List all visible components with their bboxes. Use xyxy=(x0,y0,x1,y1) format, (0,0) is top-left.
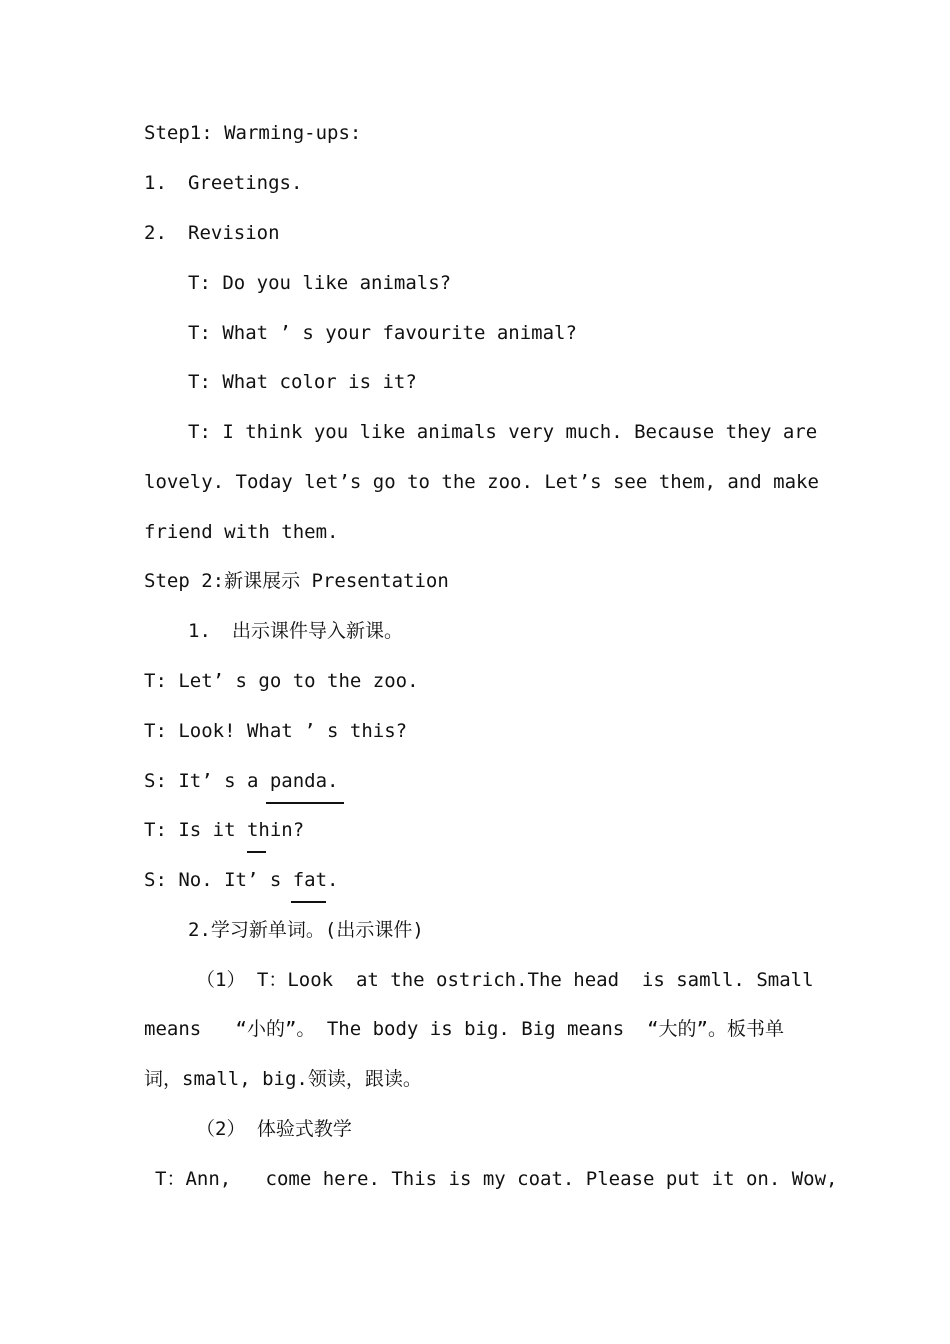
paragraph-line: means “小的”。 The body is big. Big means “大的”。板书单 xyxy=(144,1018,784,1040)
dialogue-line xyxy=(144,817,304,843)
dialogue-line: T: Let’ s go to the zoo. xyxy=(144,670,419,692)
dialogue-prefix: S: No. It’ s xyxy=(144,869,293,891)
revision-item: Revision xyxy=(188,222,280,244)
paragraph-line: T：Ann, come here. This is my coat. Please put it on. Wow, xyxy=(155,1168,838,1190)
paragraph-line: 词，small, big.领读，跟读。 xyxy=(144,1068,422,1090)
list-number-1: 1. xyxy=(144,172,167,194)
dialogue-line: T: Look! What ’ s this? xyxy=(144,720,408,742)
dialogue-line: T: Do you like animals? xyxy=(188,272,452,294)
step2-heading: Step 2:新课展示 Presentation xyxy=(144,570,449,592)
list-number-1b: 1. xyxy=(188,620,211,642)
underlined-word-fat: fat. xyxy=(292,869,339,891)
paragraph-line: lovely. Today let’s go to the zoo. Let’s see them, and make xyxy=(144,471,819,493)
dialogue-line xyxy=(144,768,338,794)
greetings-item: Greetings. xyxy=(188,172,303,194)
dialogue-prefix: S: It’ s a xyxy=(144,770,270,792)
dialogue-line: T: What ’ s your favourite animal? xyxy=(188,322,577,344)
presentation-item: 出示课件导入新课。 xyxy=(232,620,404,642)
dialogue-line: T: What color is it? xyxy=(188,371,417,393)
section-heading: 2.学习新单词。(出示课件) xyxy=(188,919,424,941)
dialogue-prefix: T: Is it xyxy=(144,819,247,841)
paragraph-line: （1） T：Look at the ostrich.The head is samll. Small xyxy=(196,969,814,991)
paragraph-line: friend with them. xyxy=(144,521,339,543)
list-number-2: 2. xyxy=(144,222,167,244)
underlined-word-thin: thin? xyxy=(246,819,305,841)
section-heading: （2） 体验式教学 xyxy=(196,1118,352,1140)
dialogue-line: T: I think you like animals very much. Because they are xyxy=(188,421,818,443)
underlined-word-panda: panda. xyxy=(269,770,339,792)
step1-heading: Step1: Warming-ups: xyxy=(144,122,362,144)
dialogue-line xyxy=(144,867,338,893)
